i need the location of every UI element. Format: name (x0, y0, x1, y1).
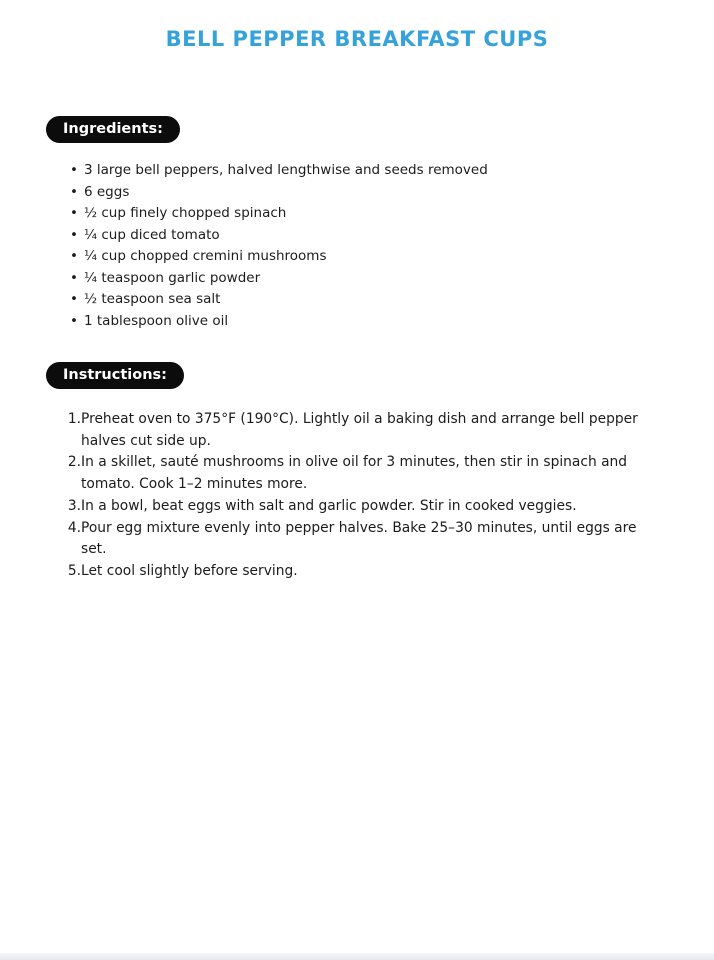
ingredient-item: • 3 large bell peppers, halved lengthwise and seeds removed (84, 160, 644, 182)
instruction-item: Preheat oven to 375°F (190°C). Lightly oil a baking dish and arrange bell pepper halves cut side up. (81, 411, 638, 449)
ingredient-item: • 6 eggs (84, 182, 644, 204)
ingredient-item: • ¼ teaspoon garlic powder (84, 268, 644, 290)
ingredients-section-badge: Ingredients: (46, 116, 180, 143)
page-title: BELL PEPPER BREAKFAST CUPS (165, 27, 549, 51)
instruction-item: In a bowl, beat eggs with salt and garlic powder. Stir in cooked veggies. (81, 497, 577, 514)
instructions-list (0, 409, 645, 583)
ingredient-item: • ¼ cup chopped cremini mushrooms (84, 246, 644, 268)
instruction-item: In a skillet, sauté mushrooms in olive oil for 3 minutes, then stir in spinach and tomato. Cook 1–2 minutes more. (81, 454, 628, 493)
ingredients-list (0, 160, 714, 332)
instruction-item: Let cool slightly before serving. (81, 562, 298, 579)
ingredient-item: • ½ teaspoon sea salt (84, 289, 644, 311)
ingredient-item: • ¼ cup diced tomato (84, 225, 644, 247)
ingredient-item: • ½ cup finely chopped spinach (84, 203, 644, 225)
ingredient-item: • 1 tablespoon olive oil (84, 311, 644, 333)
instructions-section-badge: Instructions: (46, 362, 184, 389)
instruction-item: Pour egg mixture evenly into pepper halves. Bake 25–30 minutes, until eggs are set. (81, 519, 637, 558)
page-bottom-edge (0, 953, 714, 960)
